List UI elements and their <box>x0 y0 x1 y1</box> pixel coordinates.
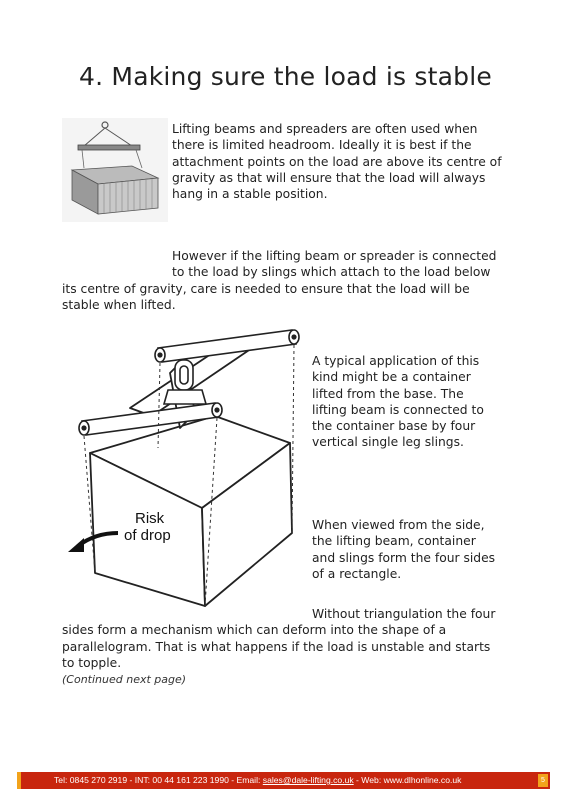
spreader-container-illustration <box>62 118 168 222</box>
risk-label-line2: of drop <box>124 527 171 544</box>
continued-note: (Continued next page) <box>62 673 187 686</box>
paragraph-limited-headroom: Lifting beams and spreaders are often used when there is limited headroom. Ideally it is best if the attachment points on the load are above its centre of gravity as that will ensure that the load will always hang in a stable position. <box>172 122 502 202</box>
footer-email-link[interactable]: sales@dale-lifting.co.uk <box>262 775 354 785</box>
footer-contact <box>54 772 461 789</box>
risk-label-line1: Risk <box>135 510 165 527</box>
paragraph-triangulation: Without triangulation the four sides form a mechanism which can deform into the shape of a parallelogram. That is what happens if the load is unstable and starts to topple. <box>62 607 496 670</box>
footer-web: - Web: www.dlhonline.co.uk <box>353 775 462 785</box>
page-number: 5 <box>538 774 548 787</box>
paragraph-side-view: When viewed from the side, the lifting beam, container and slings form the four sides of a rectangle. <box>312 518 496 581</box>
lifting-beam-diagram <box>60 318 305 610</box>
paragraph-typical-application: A typical application of this kind might be a container lifted from the base. The lifting beam is connected to the container base by four vertical single leg slings. <box>312 354 484 450</box>
page-title: 4. Making sure the load is stable <box>79 62 492 91</box>
footer-accent <box>17 772 21 789</box>
footer-tel: Tel: 0845 270 2919 - INT: 00 44 161 223 1990 - Email: <box>54 775 263 785</box>
paragraph-slings-below-cog: However if the lifting beam or spreader is connected to the load by slings which attach to the load below its centre of gravity, care is needed to ensure that the load will be stable when lifted. <box>62 249 497 312</box>
footer-bar <box>20 772 550 789</box>
